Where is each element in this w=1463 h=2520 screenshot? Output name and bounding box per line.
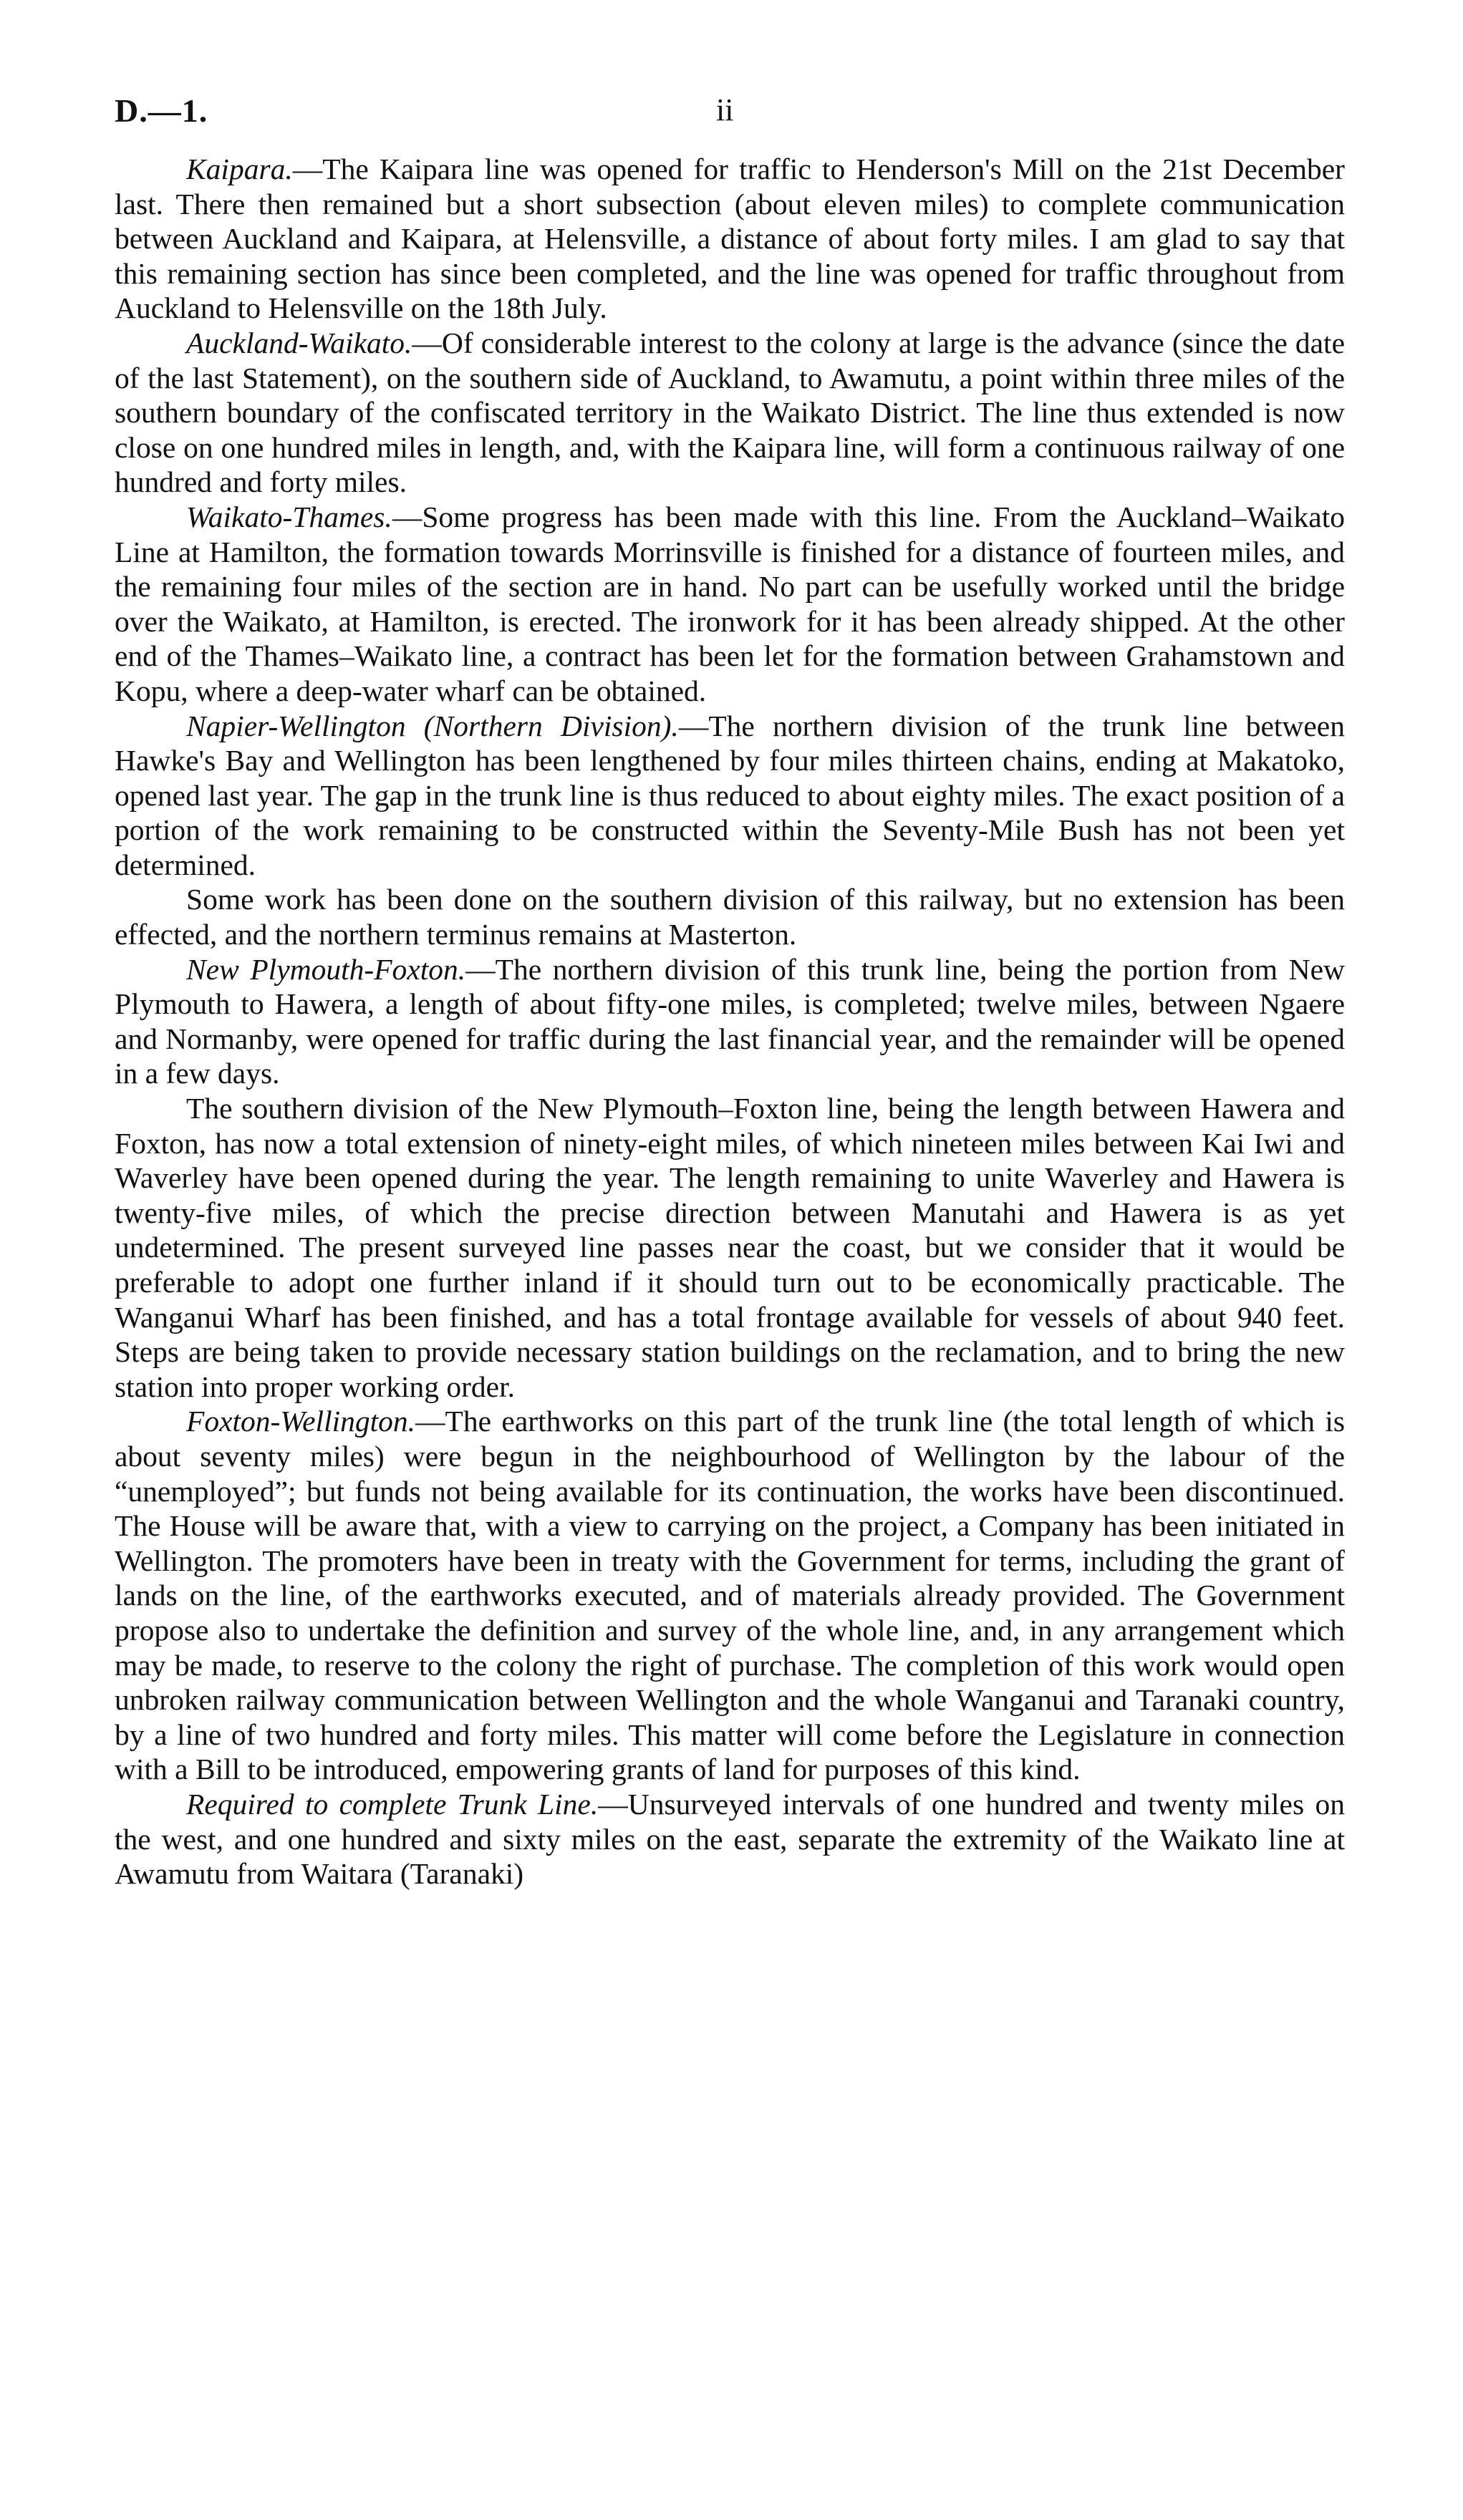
paragraph-trunk-line <box>115 1787 1345 1891</box>
paragraph-text: The southern division of the New Plymouth–Foxton line, being the length between Hawera and Foxton, has now a total extension of ninety-eight miles, of which nineteen miles between Kai Iwi and Waverley have been opened during the year. The length remaining to unite Waverley and Hawera is twenty-five miles, of which the precise direction between Manutahi and Hawera is as yet undetermined. The present surveyed line passes near the coast, but we consider that it would be preferable to adopt one further inland if it should turn out to be economically practicable. The Wanganui Wharf has been finished, and has a total frontage available for vessels of about 940 feet. Steps are being taken to provide necessary station buildings on the reclamation, and to bring the new station into proper working order. <box>115 1092 1345 1403</box>
paragraph-southern-division <box>115 882 1345 951</box>
paragraph-heading: Required to complete Trunk Line. <box>186 1787 599 1821</box>
paragraph-auckland-waikato <box>115 326 1345 500</box>
page-header <box>115 92 1348 135</box>
page-number: ii <box>716 92 734 127</box>
paragraph-heading: Auckland-Waikato. <box>186 326 412 359</box>
paragraph-text: Some work has been done on the southern division of this railway, but no extension has been effected, and the northern terminus remains at Masterton. <box>115 883 1345 951</box>
paragraph-heading: Foxton-Wellington. <box>186 1405 416 1438</box>
paragraph-new-plymouth-foxton <box>115 952 1345 1091</box>
paragraph-heading: New Plymouth-Foxton. <box>186 952 466 986</box>
paragraph-text: —The Kaipara line was opened for traffic to Henderson's Mill on the 21st December last. There then remained but a short subsection (about eleven miles) to complete communication between Auckland and Kaipara, at Helensville, a distance of about forty miles. I am glad to say that this remaining section has since been completed, and the line was opened for traffic throughout from Auckland to Helensville on the 18th July. <box>115 152 1345 325</box>
paragraph-waikato-thames <box>115 500 1345 709</box>
paragraph-text: —The earthworks on this part of the trunk line (the total length of which is about seventy miles) were begun in the neighbourhood of Wellington by the labour of the “unemployed”; but funds not being available for its continuation, the works have been discontinued. The House will be aware that, with a view to carrying on the project, a Company has been initiated in Wellington. The promoters have been in treaty with the Government for terms, including the grant of lands on the line, of the earthworks executed, and of materials already provided. The Government propose also to undertake the definition and survey of the whole line, and, in any arrangement which may be made, to reserve to the colony the right of purchase. The completion of this work would open unbroken railway communication between Wellington and the whole Wanganui and Taranaki country, by a line of two hundred and forty miles. This matter will come before the Legislature in connection with a Bill to be introduced, empowering grants of land for purposes of this kind. <box>115 1405 1345 1786</box>
document-reference: D.—1. <box>115 92 208 129</box>
paragraph-kaipara <box>115 152 1345 326</box>
paragraph-hawera-foxton <box>115 1091 1345 1404</box>
paragraph-text: —Some progress has been made with this line. From the Auckland–Waikato Line at Hamilton, the formation towards Morrinsville is finished for a distance of fourteen miles, and the remaining four miles of the section are in hand. No part can be usefully worked until the bridge over the Waikato, at Hamilton, is erected. The ironwork for it has been already shipped. At the other end of the Thames–Waikato line, a contract has been let for the formation between Grahamstown and Kopu, where a deep-water wharf can be obtained. <box>115 500 1345 707</box>
paragraph-heading: Waikato-Thames. <box>186 500 392 533</box>
paragraph-text: —The northern division of the trunk line between Hawke's Bay and Wellington has been lengthened by four miles thirteen chains, ending at Makatoko, opened last year. The gap in the trunk line is thus reduced to about eighty miles. The exact position of a portion of the work remaining to be constructed within the Seventy-Mile Bush has not been yet determined. <box>115 709 1345 881</box>
paragraph-napier-wellington <box>115 709 1345 883</box>
paragraph-foxton-wellington <box>115 1404 1345 1787</box>
paragraph-text: —The northern division of this trunk line, being the portion from New Plymouth to Hawera, a length of about fifty-one miles, is completed; twelve miles, between Ngaere and Normanby, were opened for traffic during the last financial year, and the remainder will be opened in a few days. <box>115 952 1345 1090</box>
paragraph-heading: Kaipara. <box>186 152 293 185</box>
paragraph-text: —Unsurveyed intervals of one hundred and twenty miles on the west, and one hundred and sixty miles on the east, separate the extremity of the Waikato line at Awamutu from Waitara (Taranaki) <box>115 1787 1345 1891</box>
paragraph-heading: Napier-Wellington (Northern Division). <box>186 709 679 742</box>
paragraph-text: —Of considerable interest to the colony at large is the advance (since the date of the last Statement), on the southern side of Auckland, to Awamutu, a point within three miles of the southern boundary of the confiscated territory in the Waikato District. The line thus extended is now close on one hundred miles in length, and, with the Kaipara line, will form a continuous railway of one hundred and forty miles. <box>115 326 1345 499</box>
body-text <box>115 152 1345 1891</box>
